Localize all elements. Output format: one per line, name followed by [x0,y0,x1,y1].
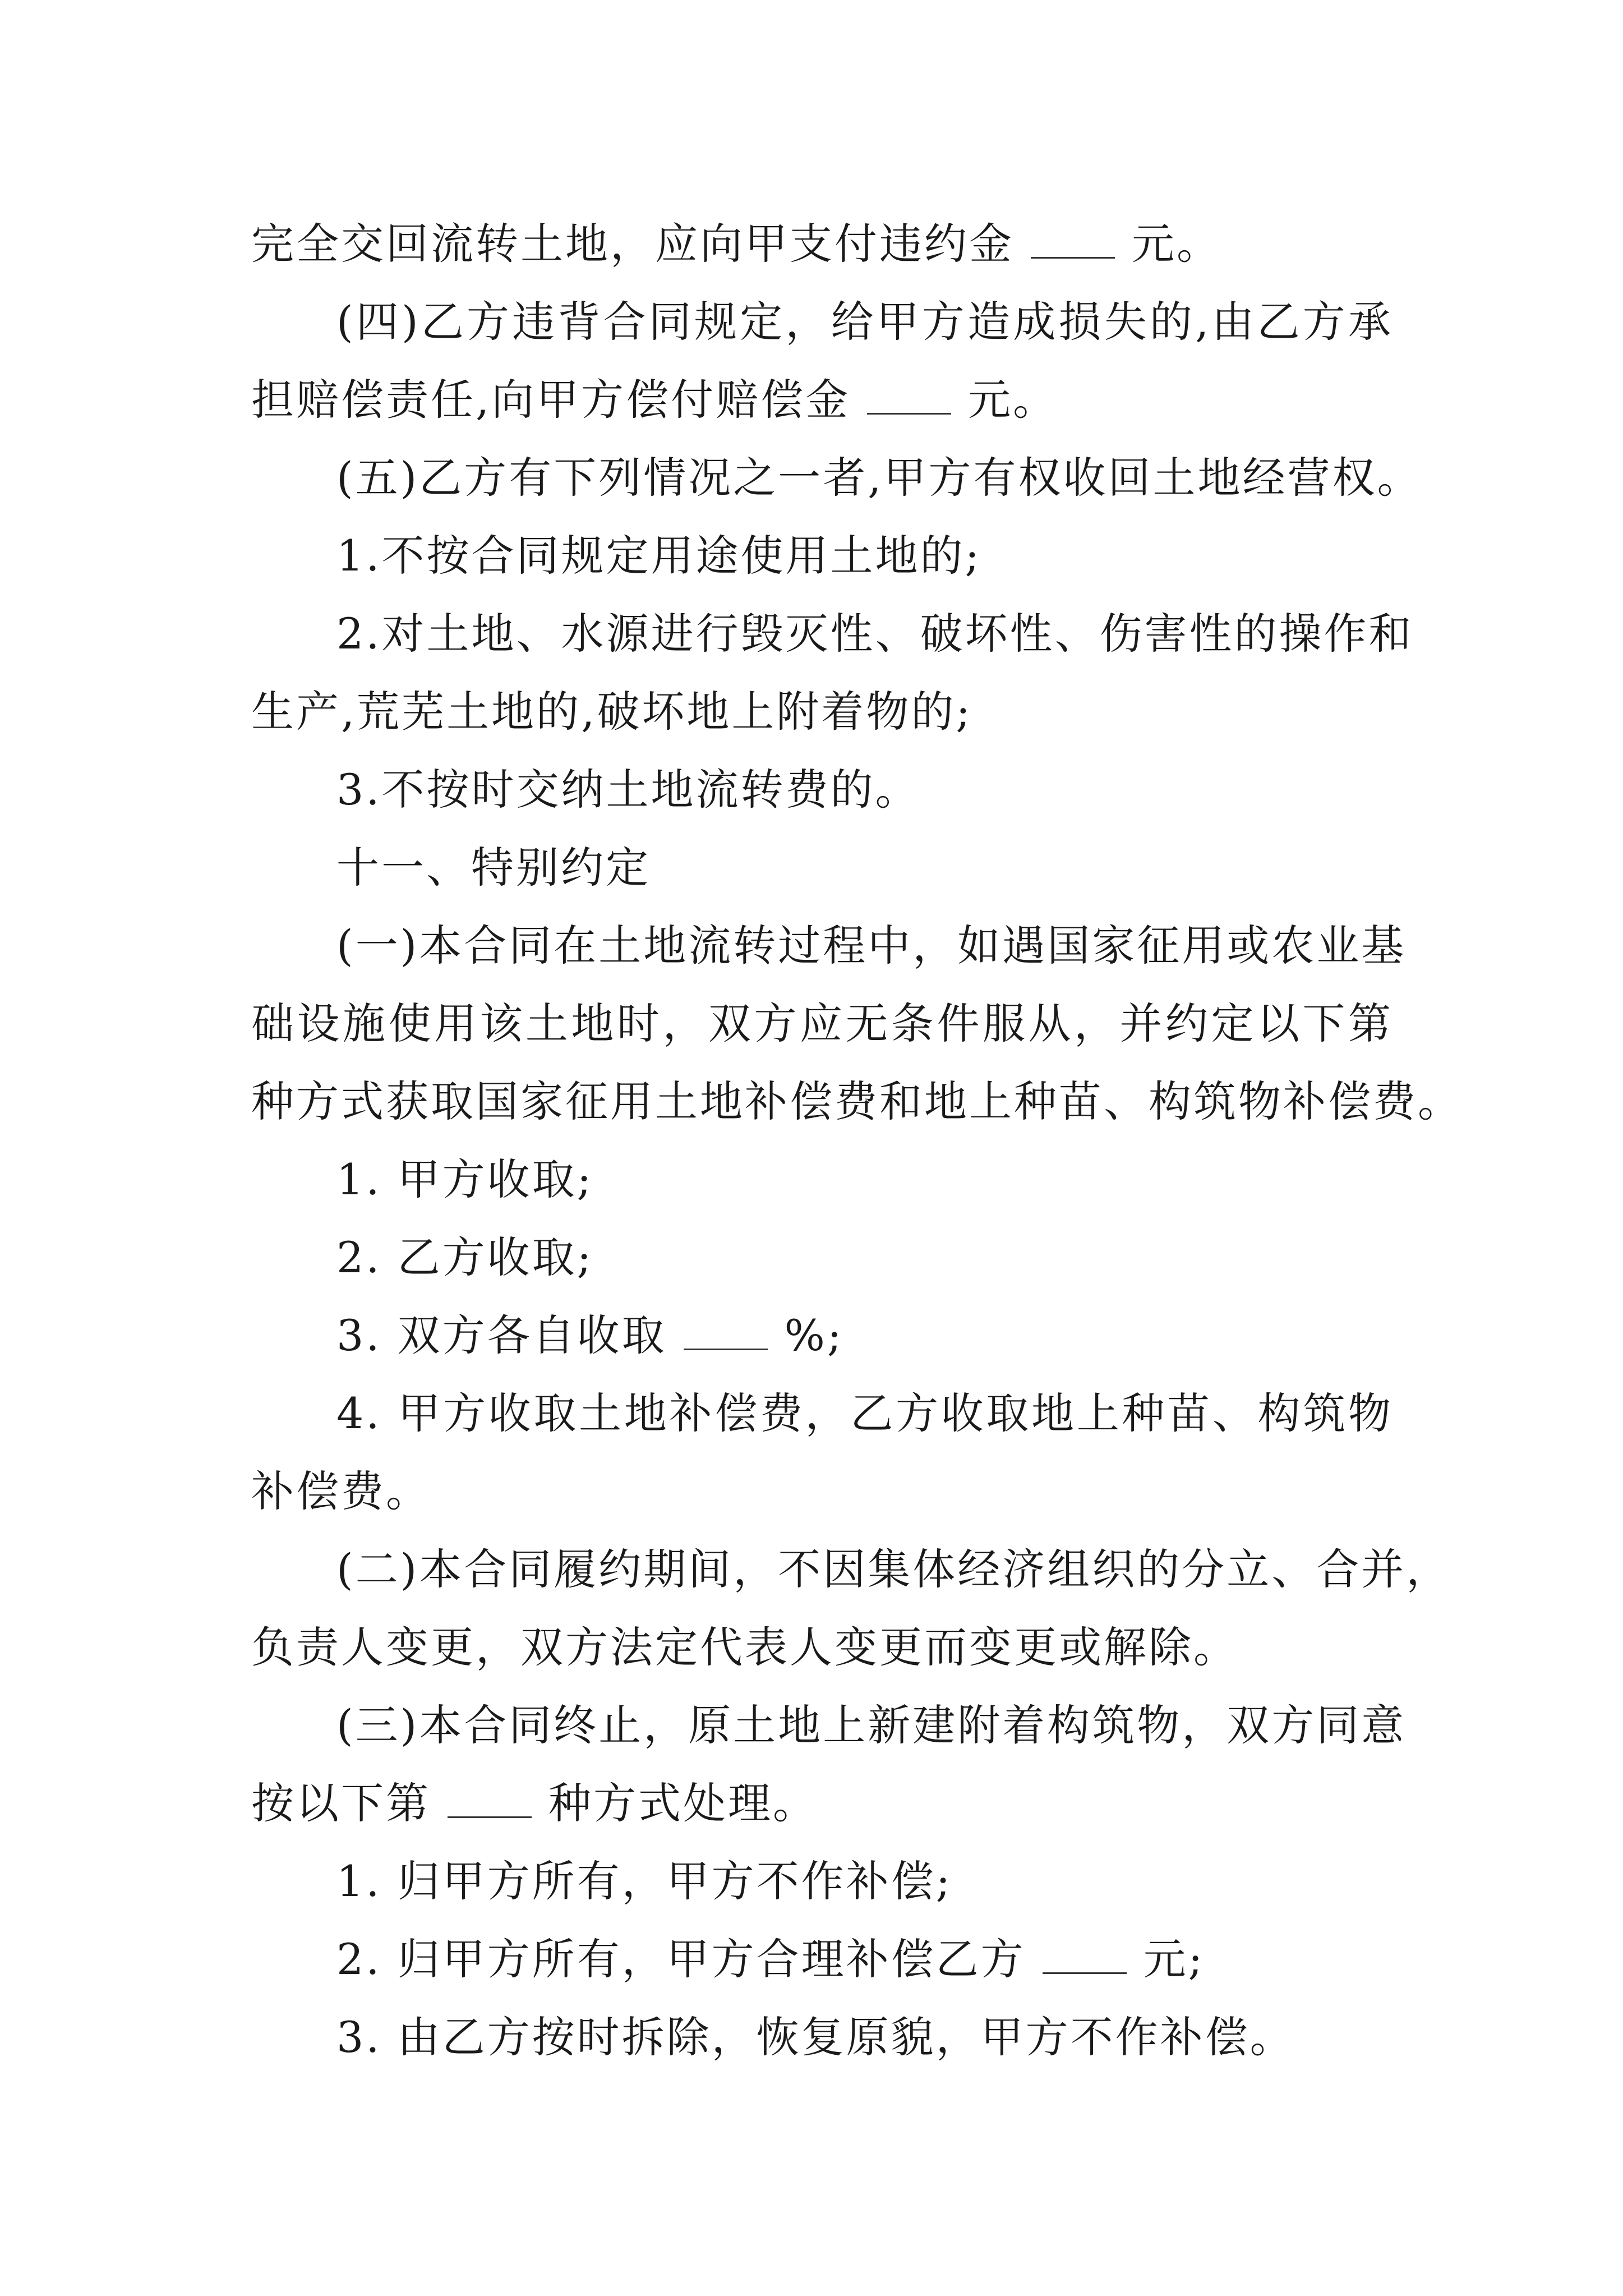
text-line [251,1764,1393,1842]
text-segment: 完全交回流转土地，应向甲支付违约金 [251,219,1014,269]
text-segment: 1.不按合同规定用途使用土地的; [336,531,982,581]
text-line [251,1218,1393,1296]
text-line [251,1608,1393,1686]
text-segment: 4. 甲方收取土地补偿费，乙方收取地上种苗、构筑物 [336,1388,1393,1438]
text-line [251,1998,1393,2076]
text-line [251,1530,1451,1608]
text-line [251,517,1393,595]
text-segment: 础设施使用该土地时，双方应无条件服从，并约定以下第 [251,999,1393,1048]
text-segment: (二)本合同履约期间，不因集体经济组织的分立、合并， [336,1544,1451,1594]
text-line [251,673,1393,751]
text-segment: 生产,荒芜土地的,破坏地上附着物的; [251,687,972,737]
fill-blank [867,379,951,415]
text-line [251,1452,1393,1530]
text-line [251,1140,1393,1218]
text-line [251,361,1393,439]
text-line [251,205,1393,283]
text-segment: (五)乙方有下列情况之一者,甲方有权收回土地经营权。 [336,453,1422,503]
text-segment: (一)本合同在土地流转过程中，如遇国家征用或农业基 [336,921,1407,970]
text-segment: 元。 [1132,219,1221,269]
text-line [251,1842,1393,1920]
text-segment: 元; [1143,1934,1205,1984]
text-line [251,1686,1407,1764]
text-segment: 种方式处理。 [548,1778,818,1828]
text-segment: 2. 乙方收取; [336,1232,594,1282]
section-heading [251,829,1393,907]
text-segment: 2. 归甲方所有，甲方合理补偿乙方 [336,1934,1026,1984]
text-segment: 补偿费。 [251,1466,431,1516]
text-line [251,439,1422,517]
text-segment: 1. 归甲方所有，甲方不作补偿; [336,1856,953,1906]
text-segment: (三)本合同终止，原土地上新建附着构筑物，双方同意 [336,1700,1407,1750]
text-segment: 负责人变更，双方法定代表人变更而变更或解除。 [251,1622,1238,1672]
fill-blank [1031,223,1115,259]
text-segment: %; [784,1310,844,1360]
text-line [251,283,1393,361]
contract-text [251,205,1463,2076]
text-line [251,1374,1393,1452]
text-segment: 担赔偿责任,向甲方偿付赔偿金 [251,375,851,425]
fill-blank [684,1315,768,1350]
text-segment: 3. 双方各自收取 [336,1310,667,1360]
text-segment: 3. 由乙方按时拆除，恢复原貌，甲方不作补偿。 [336,2012,1295,2062]
text-line [251,907,1407,984]
fill-blank [448,1783,532,1818]
text-line [251,1920,1393,1998]
text-line [251,984,1393,1062]
fill-blank [1043,1939,1127,1974]
text-segment: (四)乙方违背合同规定，给甲方造成损失的,由乙方承 [336,297,1393,347]
text-segment: 种方式获取国家征用土地补偿费和地上种苗、构筑物补偿费。 [251,1076,1463,1126]
text-segment: 按以下第 [251,1778,431,1828]
text-segment: 十一、特别约定 [336,843,651,892]
text-line [251,1296,1393,1374]
text-segment: 元。 [968,375,1058,425]
text-line [251,1062,1463,1140]
text-line [251,751,1393,829]
text-segment: 3.不按时交纳土地流转费的。 [336,765,920,815]
text-segment: 2.对土地、水源进行毁灭性、破坏性、伤害性的操作和 [336,609,1414,659]
text-line [251,595,1414,673]
text-segment: 1. 甲方收取; [336,1154,594,1204]
